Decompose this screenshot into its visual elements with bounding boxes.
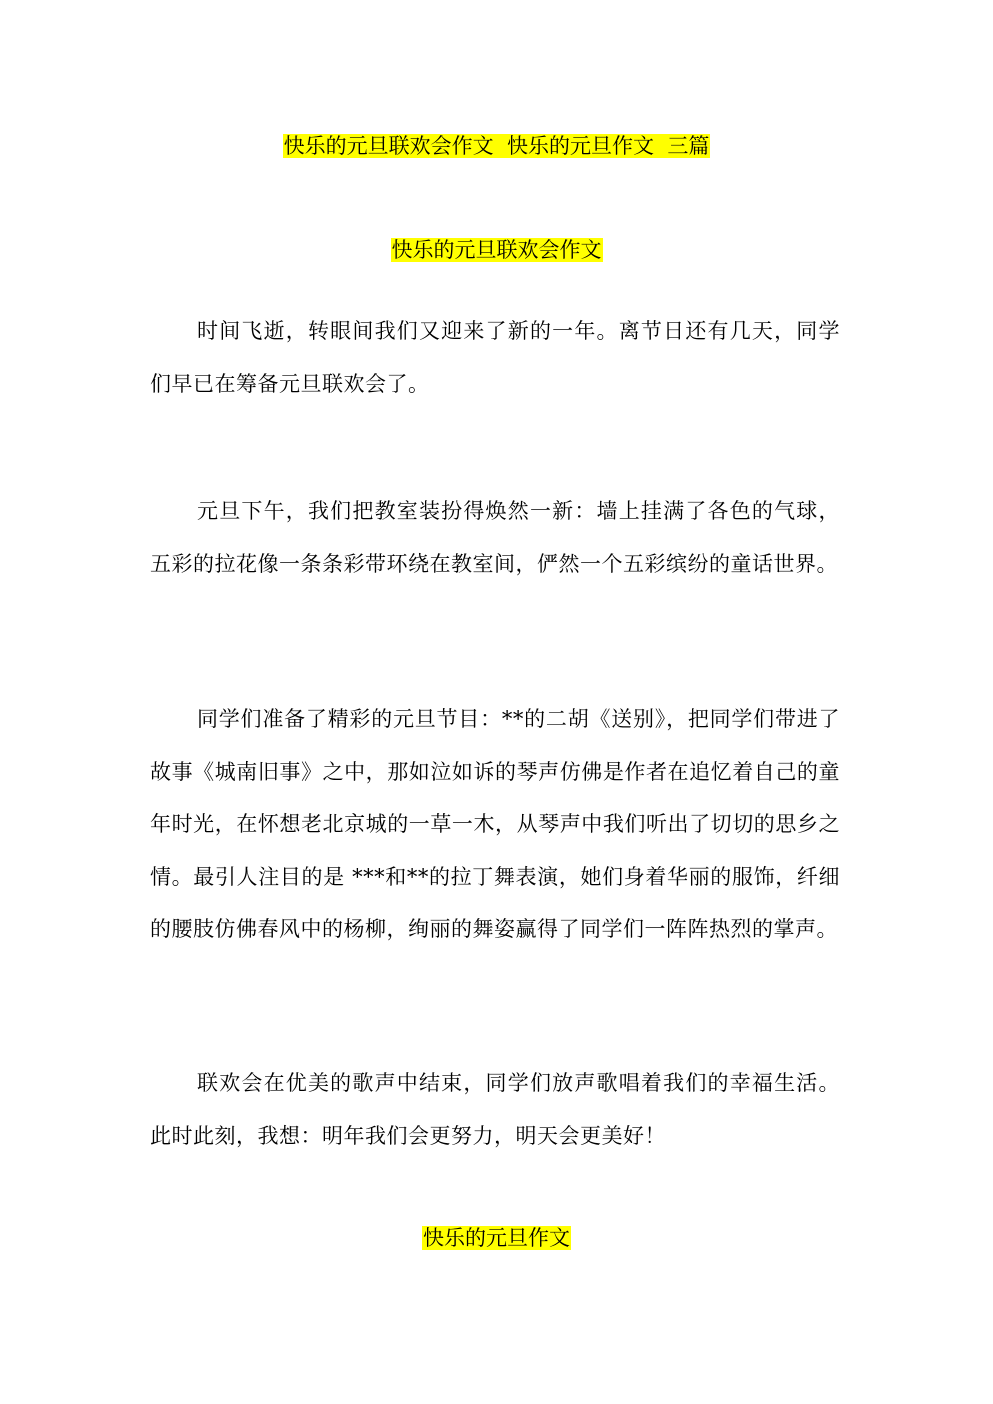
main-title-line <box>0 131 993 161</box>
paragraph-4: 联欢会在优美的歌声中结束，同学们放声歌唱着我们的幸福生活。此时此刻，我想：明年我们会更努力，明天会更美好！ <box>150 1071 840 1148</box>
section1-title: 快乐的元旦联欢会作文 <box>391 238 602 262</box>
section2-title: 快乐的元旦作文 <box>423 1226 570 1250</box>
paragraph-1: 时间飞逝，转眼间我们又迎来了新的一年。离节日还有几天，同学们早已在筹备元旦联欢会了。 <box>150 319 840 396</box>
paragraph-3: 同学们准备了精彩的元旦节目：**的二胡《送别》，把同学们带进了故事《城南旧事》之中，那如泣如诉的琴声仿佛是作者在追忆着自己的童年时光，在怀想老北京城的一草一木，从琴声中我们听出了切切的思乡之情。最引人注目的是 ***和**的拉丁舞表演，她们身着华丽的服饰，纤细的腰肢仿佛春风中的杨柳，绚丽的舞姿赢得了同学们一阵阵热烈的掌声。 <box>150 707 840 941</box>
paragraph-2: 元旦下午，我们把教室装扮得焕然一新：墙上挂满了各色的气球，五彩的拉花像一条条彩带环绕在教室间，俨然一个五彩缤纷的童话世界。 <box>150 499 840 576</box>
section2-title-line <box>0 1223 993 1253</box>
section1-title-line <box>0 235 993 265</box>
main-title: 快乐的元旦联欢会作文 快乐的元旦作文 三篇 <box>283 134 710 158</box>
